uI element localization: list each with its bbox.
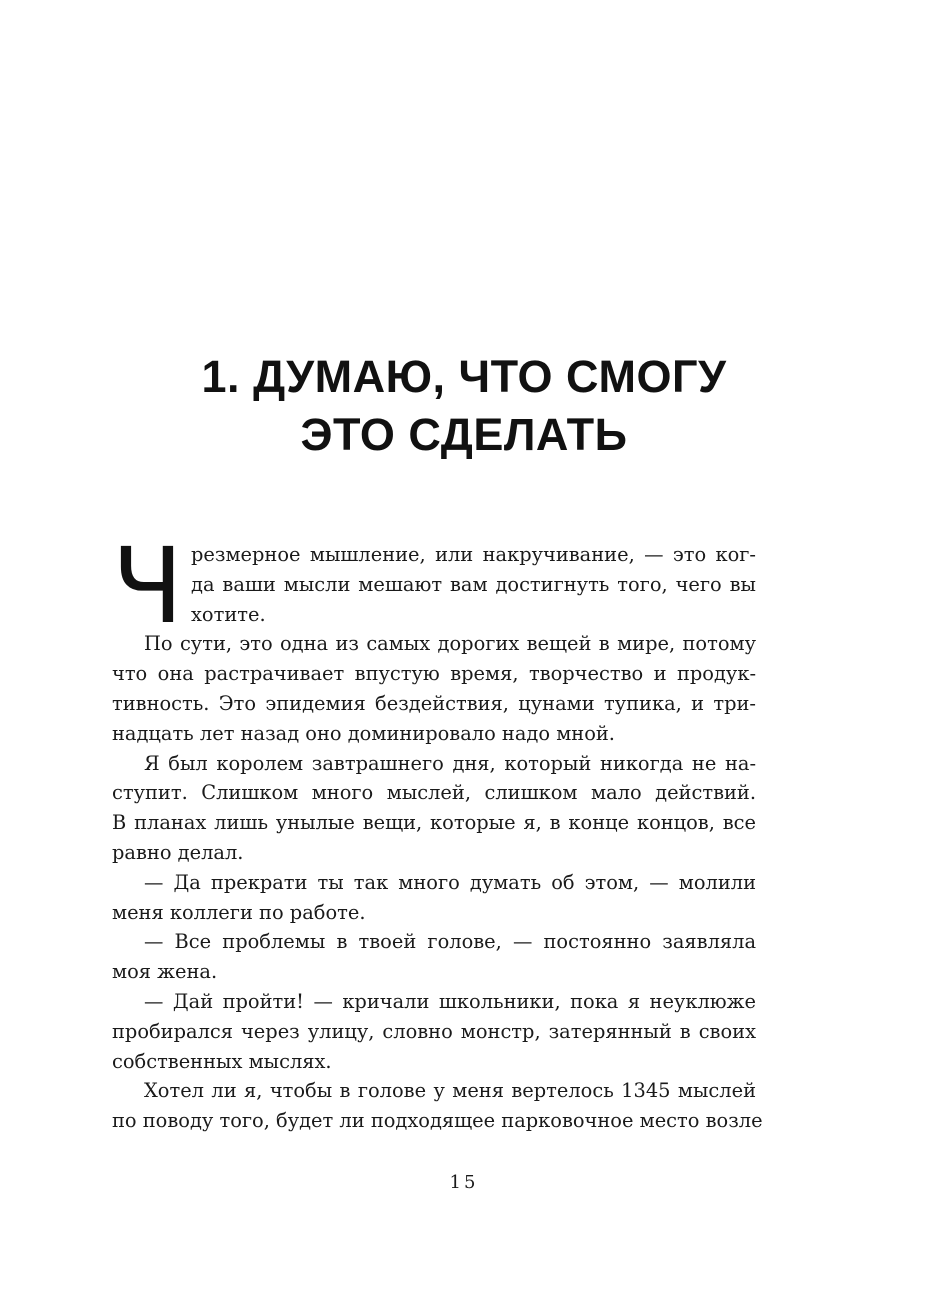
text-line: Хотел ли я, чтобы в голове у меня вертелось 1345 мыслей (144, 1079, 756, 1103)
text-line: меня коллеги по работе. (112, 900, 366, 924)
paragraph-7 (112, 1076, 763, 1136)
text-line: моя жена. (112, 960, 218, 984)
text-line: — Все проблемы в твоей голове, — постоянно заявляла (144, 930, 756, 954)
chapter-title-line-2: ЭТО СДЕЛАТЬ (300, 409, 628, 461)
chapter-body (112, 525, 763, 1136)
paragraph-5 (112, 927, 756, 987)
text-line: резмерное мышление, или накручивание, — это ког- (191, 543, 756, 566)
text-line: По сути, это одна из самых дорогих вещей в мире, потому (144, 632, 756, 656)
paragraph-3 (112, 749, 756, 868)
chapter-title (0, 348, 928, 464)
text-line: равно делал. (112, 840, 244, 864)
text-line: — Дай пройти! — кричали школьники, пока я неуклюже (144, 989, 756, 1013)
text-line: пробирался через улицу, словно монстр, затерянный в своих (112, 1019, 756, 1043)
text-line: собственных мыслях. (112, 1049, 332, 1073)
text-line: надцать лет назад оно доминировало надо мной. (112, 721, 615, 745)
text-line: — Да прекрати ты так много думать об этом, — молили (144, 870, 756, 894)
text-line: хотите. (191, 602, 266, 626)
text-line: что она растрачивает впустую время, творчество и продук- (112, 662, 756, 686)
text-line: да ваши мысли мешают вам достигнуть того, чего вы (191, 572, 756, 596)
paragraph-6 (112, 987, 756, 1076)
text-line: В планах лишь унылые вещи, которые я, в конце концов, все (112, 811, 756, 835)
paragraph-4 (112, 868, 756, 928)
paragraph-2 (112, 629, 756, 748)
chapter-title-line-1: 1. ДУМАЮ, ЧТО СМОГУ (201, 351, 727, 403)
drop-cap: Ч (112, 525, 184, 647)
text-line: тивность. Это эпидемия бездействия, цунами тупика, и три- (112, 691, 756, 715)
text-line: по поводу того, будет ли подходящее парковочное место возле (112, 1109, 763, 1133)
text-line: Я был королем завтрашнего дня, который никогда не на- (144, 751, 756, 775)
text-line: ступит. Слишком много мыслей, слишком мало действий. (112, 781, 756, 805)
page-number: 15 (449, 1172, 479, 1193)
